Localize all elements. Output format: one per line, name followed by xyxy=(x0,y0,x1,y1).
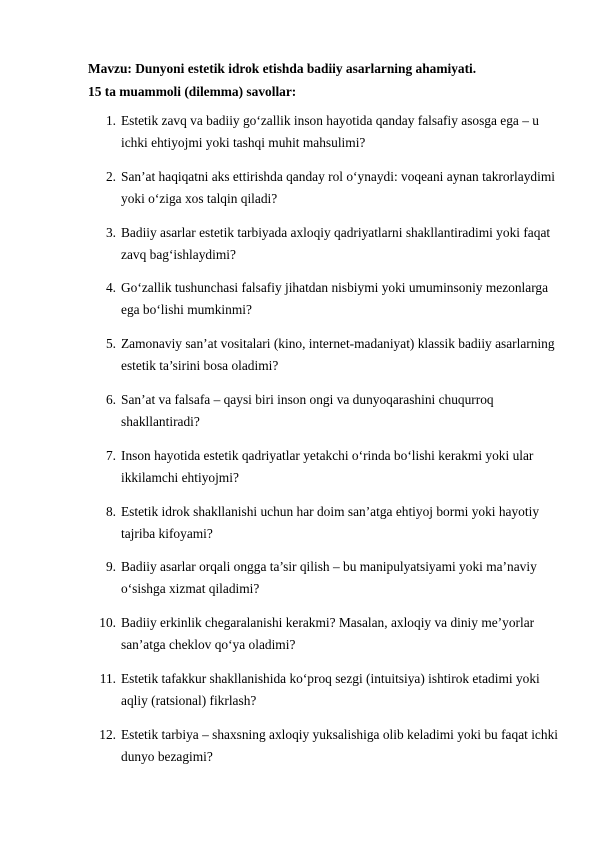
question-item xyxy=(0,668,596,724)
question-item xyxy=(0,166,596,222)
question-text: San’at haqiqatni aks ettirishda qanday rol o‘ynaydi: voqeani aynan takrorlaydimi yoki o‘ziga xos talqin qiladi? xyxy=(121,168,555,206)
question-item xyxy=(0,389,596,445)
question-text: Badiiy asarlar estetik tarbiyada axloqiy qadriyatlarni shakllantiradimi yoki faqat zavq bag‘ishlaydimi? xyxy=(121,224,551,262)
question-item xyxy=(0,277,596,333)
question-item xyxy=(0,222,596,278)
question-number: 3. xyxy=(105,224,116,240)
question-text: Estetik tafakkur shakllanishida ko‘proq sezgi (intuitsiya) ishtirok etadimi yoki aqliy (ratsional) fikrlash? xyxy=(121,670,540,708)
question-item xyxy=(0,501,596,557)
question-number: 6. xyxy=(105,391,116,407)
question-number: 4. xyxy=(105,280,116,296)
question-text: Inson hayotida estetik qadriyatlar yetakchi o‘rinda bo‘lishi kerakmi yoki ular ikkilamchi ehtiyojmi? xyxy=(121,447,534,485)
question-number: 10. xyxy=(99,615,116,631)
question-number: 12. xyxy=(99,726,116,742)
question-item xyxy=(0,333,596,389)
question-number: 7. xyxy=(105,447,116,463)
question-text: Estetik idrok shakllanishi uchun har doim san’atga ehtiyoj bormi yoki hayotiy tajriba kifoyami? xyxy=(121,503,540,541)
question-number: 11. xyxy=(99,670,116,686)
question-number: 5. xyxy=(105,336,116,352)
question-text: Zamonaviy san’at vositalari (kino, internet-madaniyat) klassik badiiy asarlarning estetik ta’sirini bosa oladimi? xyxy=(121,336,555,374)
questions-subheading: 15 ta muammoli (dilemma) savollar: xyxy=(88,84,297,99)
question-number: 1. xyxy=(105,113,116,128)
question-number: 2. xyxy=(105,168,116,184)
question-text: Estetik tarbiya – shaxsning axloqiy yuksalishiga olib keladimi yoki bu faqat ichki dunyo bezagimi? xyxy=(121,726,558,764)
question-number: 9. xyxy=(105,559,116,575)
question-item xyxy=(0,724,596,780)
question-text: Badiiy asarlar orqali ongga ta’sir qilish – bu manipulyatsiyami yoki ma’naviy o‘sishga xizmat qiladimi? xyxy=(121,559,537,597)
question-text: Badiiy erkinlik chegaralanishi kerakmi? Masalan, axloqiy va diniy me’yorlar san’atga cheklov qo‘ya oladimi? xyxy=(121,615,535,653)
topic-heading: Mavzu: Dunyoni estetik idrok etishda badiiy asarlarning ahamiyati. xyxy=(88,61,477,76)
question-number: 8. xyxy=(105,503,116,519)
question-list xyxy=(0,110,596,780)
question-text: Estetik zavq va badiiy go‘zallik inson hayotida qanday falsafiy asosga ega – u ichki ehtiyojmi yoki tashqi muhit mahsulimi? xyxy=(121,113,539,150)
question-text: San’at va falsafa – qaysi biri inson ongi va dunyoqarashini chuqurroq shakllantiradi? xyxy=(121,391,494,429)
question-item xyxy=(0,556,596,612)
question-item xyxy=(0,445,596,501)
question-text: Go‘zallik tushunchasi falsafiy jihatdan nisbiymi yoki umuminsoniy mezonlarga ega bo‘lishi mumkinmi? xyxy=(121,280,549,318)
question-item xyxy=(0,110,596,166)
question-item xyxy=(0,612,596,668)
